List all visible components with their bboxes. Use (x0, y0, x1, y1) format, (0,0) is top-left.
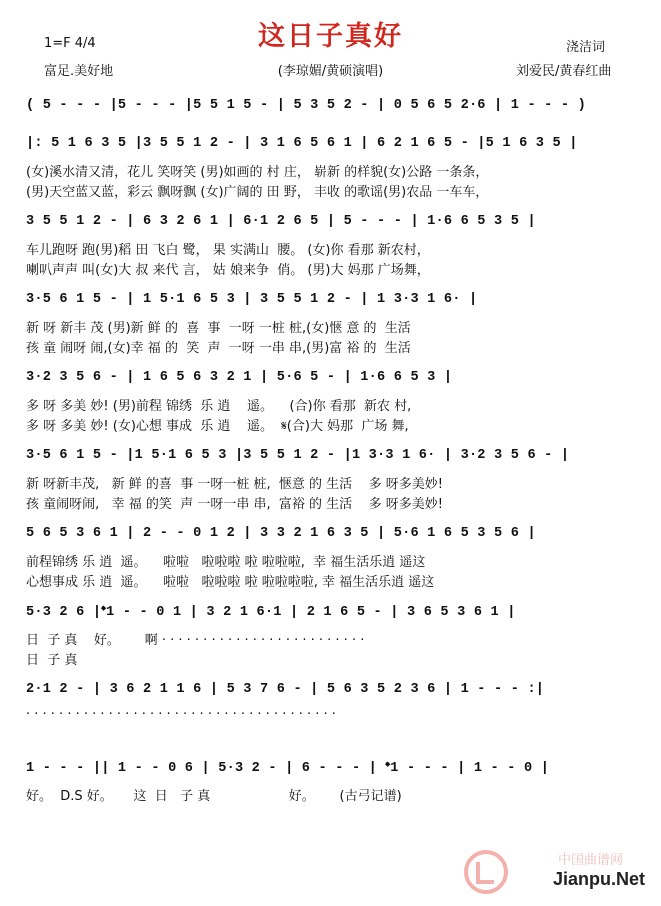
score-system (26, 518, 642, 596)
lyric-line: 多 呀 多美 妙! (男)前程 锦绣 乐 逍 遥。 (合)你 看那 新农 村, (26, 399, 412, 414)
lyric-line: 喇叭声声 叫(女)大 叔 来代 言， 姑 娘来争 俏。 (男)大 妈那 广场舞， (26, 263, 430, 278)
notation-line: ( 5 - - - |5 - - - |5 5 1 5 - | 5 3 5 2 - | 0 5 6 5 2·6 | 1 - - - ) (26, 98, 586, 113)
lyric-line: 新 呀 新丰 茂 (男)新 鲜 的 喜 事 一呀 一桩 桩,(女)惬 意 的 生活 (26, 321, 411, 336)
watermark: Jianpu.Net (552, 869, 645, 889)
lyric-line: 日 子 真 好。 啊 · · · · · · · · · · · · · · · · · · · · · · · · · (26, 633, 365, 648)
score (26, 90, 642, 830)
lyric-line: · · · · · · · · · · · · · · · · · · · · · · · · · · · · · · · · · · · · · · (26, 707, 336, 722)
notation-line: 5·3 2 6 |𝄌1 - - 0 1 | 3 2 1 6·1 | 2 1 6 5 - | 3 6 5 3 6 1 | (26, 605, 516, 620)
lyric-line: (男)天空蓝又蓝，彩云 飘呀飘 (女)广阔的 田 野， 丰收 的歌谣(男)农品 一车车， (26, 185, 489, 200)
lyric-line: 多 呀 多美 妙! (女)心想 事成 乐 逍 遥。 𝄋(合)大 妈那 广场 舞, (26, 419, 409, 434)
notation-line: 2·1 2 - | 3 6 2 1 1 6 | 5 3 7 6 - | 5 6 3 5 2 3 6 | 1 - - - :| (26, 682, 545, 697)
key-signature: 1=F 4/4 (44, 36, 96, 51)
lyricist: 浇洁词 (566, 40, 606, 55)
song-title: 这日子真好 (258, 21, 403, 52)
lyric-line: 孩 童 闹呀 闹,(女)幸 福 的 笑 声 一呀 一串 串,(男)富 裕 的 生活 (26, 341, 411, 356)
notation-line: 1 - - - || 1 - - 0 6 | 5·3 2 - | 6 - - - | 𝄌1 - - - | 1 - - 0 | (26, 761, 550, 776)
notation-line: 3·2 3 5 6 - | 1 6 5 6 3 2 1 | 5·6 5 - | 1·6 6 5 3 | (26, 370, 453, 385)
singers: (李琼媚/黄硕演唱) (277, 64, 384, 79)
lyric-line: 心想事成 乐 逍 遥。 啦啦 啦啦啦 啦 啦啦啦啦, 幸 福生活乐逍 遥这 (26, 575, 435, 590)
composers: 刘爱民/黄春红曲 (516, 64, 612, 79)
score-system (26, 440, 642, 518)
lyric-line: 好。 D.S 好。 这 日 子 真 好。 (古弓记谱) (26, 789, 402, 804)
score-system (26, 674, 642, 752)
notation-line: 5 6 5 3 6 1 | 2 - - 0 1 2 | 3 3 2 1 6 3 5 | 5·6 1 6 5 3 5 6 | (26, 526, 536, 541)
lyric-line: 新 呀新丰茂, 新 鲜 的喜 事 一呀一桩 桩, 惬意 的 生活 多 呀多美妙! (26, 477, 443, 492)
performance-mood: 富足.美好地 (44, 64, 114, 79)
score-system (26, 206, 642, 284)
lyric-line: 孩 童闹呀闹, 幸 福 的笑 声 一呀一串 串, 富裕 的 生活 多 呀多美妙! (26, 497, 443, 512)
score-system (26, 362, 642, 440)
lyric-line: 车儿跑呀 跑(男)稻 田 飞白 鹭， 果 实满山 腰。 (女)你 看那 新农村， (26, 243, 430, 258)
score-system (26, 284, 642, 362)
lyric-line: 前程锦绣 乐 逍 遥。 啦啦 啦啦啦 啦 啦啦啦, 幸 福生活乐逍 遥这 (26, 555, 426, 570)
score-system (26, 128, 642, 206)
score-system (26, 752, 642, 830)
score-system (26, 596, 642, 674)
notation-line: 3·5 6 1 5 - |1 5·1 6 5 3 |3 5 5 1 2 - |1 3·3 1 6· | 3·2 3 5 6 - | (26, 448, 570, 463)
notation-line: 3 5 5 1 2 - | 6 3 2 6 1 | 6·1 2 6 5 | 5 - - - | 1·6 6 5 3 5 | (26, 214, 536, 229)
score-system (26, 90, 642, 128)
notation-line: |: 5 1 6 3 5 |3 5 5 1 2 - | 3 1 6 5 6 1 | 6 2 1 6 5 - |5 1 6 3 5 | (26, 136, 578, 151)
lyric-line: (女)溪水清又清，花儿 笑呀笑 (男)如画的 村 庄， 崭新 的样貌(女)公路 一条条， (26, 165, 489, 180)
watermark-cn: 中国曲谱网 (557, 853, 623, 868)
site-logo-icon (462, 848, 510, 896)
notation-line: 3·5 6 1 5 - | 1 5·1 6 5 3 | 3 5 5 1 2 - | 1 3·3 1 6· | (26, 292, 478, 307)
lyric-line: 日 子 真 (26, 653, 78, 668)
